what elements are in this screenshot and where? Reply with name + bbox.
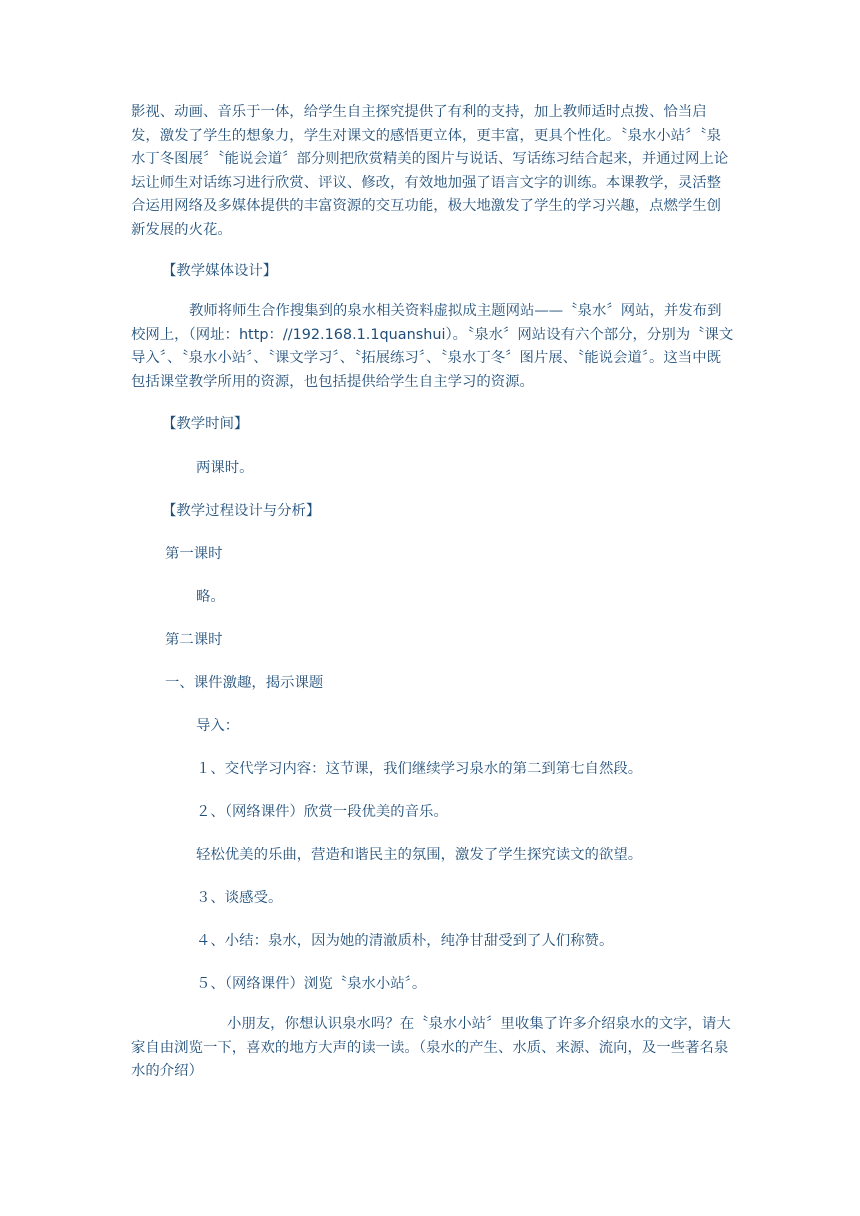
teaching-time-text: 两课时。: [196, 460, 254, 476]
media-url: http：//192.168.1.1quanshui: [238, 326, 446, 343]
media-paragraph-part-b: ）。〝泉水〞网站设有六个部分，分别为〝课文导入〞、〝泉水小站〞、〝课文学习〞、〝拓展练习〞、〝泉水丁冬〞图片展、〝能说会道〞。这当中既包括课堂教学所用的资源，也包括提供给学生自主学习的资源。: [131, 326, 734, 390]
lesson-one-text: 略。: [196, 589, 225, 605]
heading-process-design: 【教学过程设计与分析】: [162, 503, 321, 519]
heading-media-design: 【教学媒体设计】: [162, 263, 278, 279]
lesson-two-heading: 第二课时: [165, 632, 223, 648]
lesson-one-heading: 第一课时: [165, 546, 223, 562]
step-2: ２、（网络课件）欣赏一段优美的音乐。: [196, 804, 448, 820]
final-paragraph: 小朋友，你想认识泉水吗？在〝泉水小站〞里收集了许多介绍泉水的文字，请大家自由浏览一下，喜欢的地方大声的读一读。（泉水的产生、水质、来源、流向，及一些著名泉水的介绍）: [131, 1016, 731, 1079]
intro-paragraph: 影视、动画、音乐于一体，给学生自主探究提供了有利的支持，加上教师适时点拨、恰当启发，激发了学生的想象力，学生对课文的感悟更立体，更丰富，更具个性化。〝泉水小站〞〝泉水丁冬图展〞〝能说会道〞部分则把欣赏精美的图片与说话、写话练习结合起来，并通过网上论坛让师生对话练习进行欣赏、评议、修改，有效地加强了语言文字的训练。本课教学，灵活整合运用网络及多媒体提供的丰富资源的交互功能，极大地激发了学生的学习兴趣，点燃学生创新发展的火花。: [131, 104, 729, 238]
step-3: ３、谈感受。: [196, 890, 283, 906]
step-2-note: 轻松优美的乐曲，营造和谐民主的氛围，激发了学生探究读文的欲望。: [196, 847, 643, 863]
media-paragraph-part-a: 教师将师生合作搜集到的泉水相关资料虚拟成主题网站——〝泉水〞网站，并发布到校网上，（网址：: [131, 303, 722, 343]
media-paragraph: [131, 300, 735, 394]
heading-teaching-time: 【教学时间】: [162, 416, 249, 432]
intro-label: 导入：: [196, 718, 240, 734]
step-4: ４、小结：泉水，因为她的清澈质朴，纯净甘甜受到了人们称赞。: [196, 933, 614, 949]
section-one-heading: 一、课件激趣，揭示课题: [165, 675, 324, 691]
step-5: ５、（网络课件）浏览〝泉水小站〞。: [196, 976, 427, 992]
step-1: １、交代学习内容：这节课，我们继续学习泉水的第二到第七自然段。: [196, 761, 643, 777]
